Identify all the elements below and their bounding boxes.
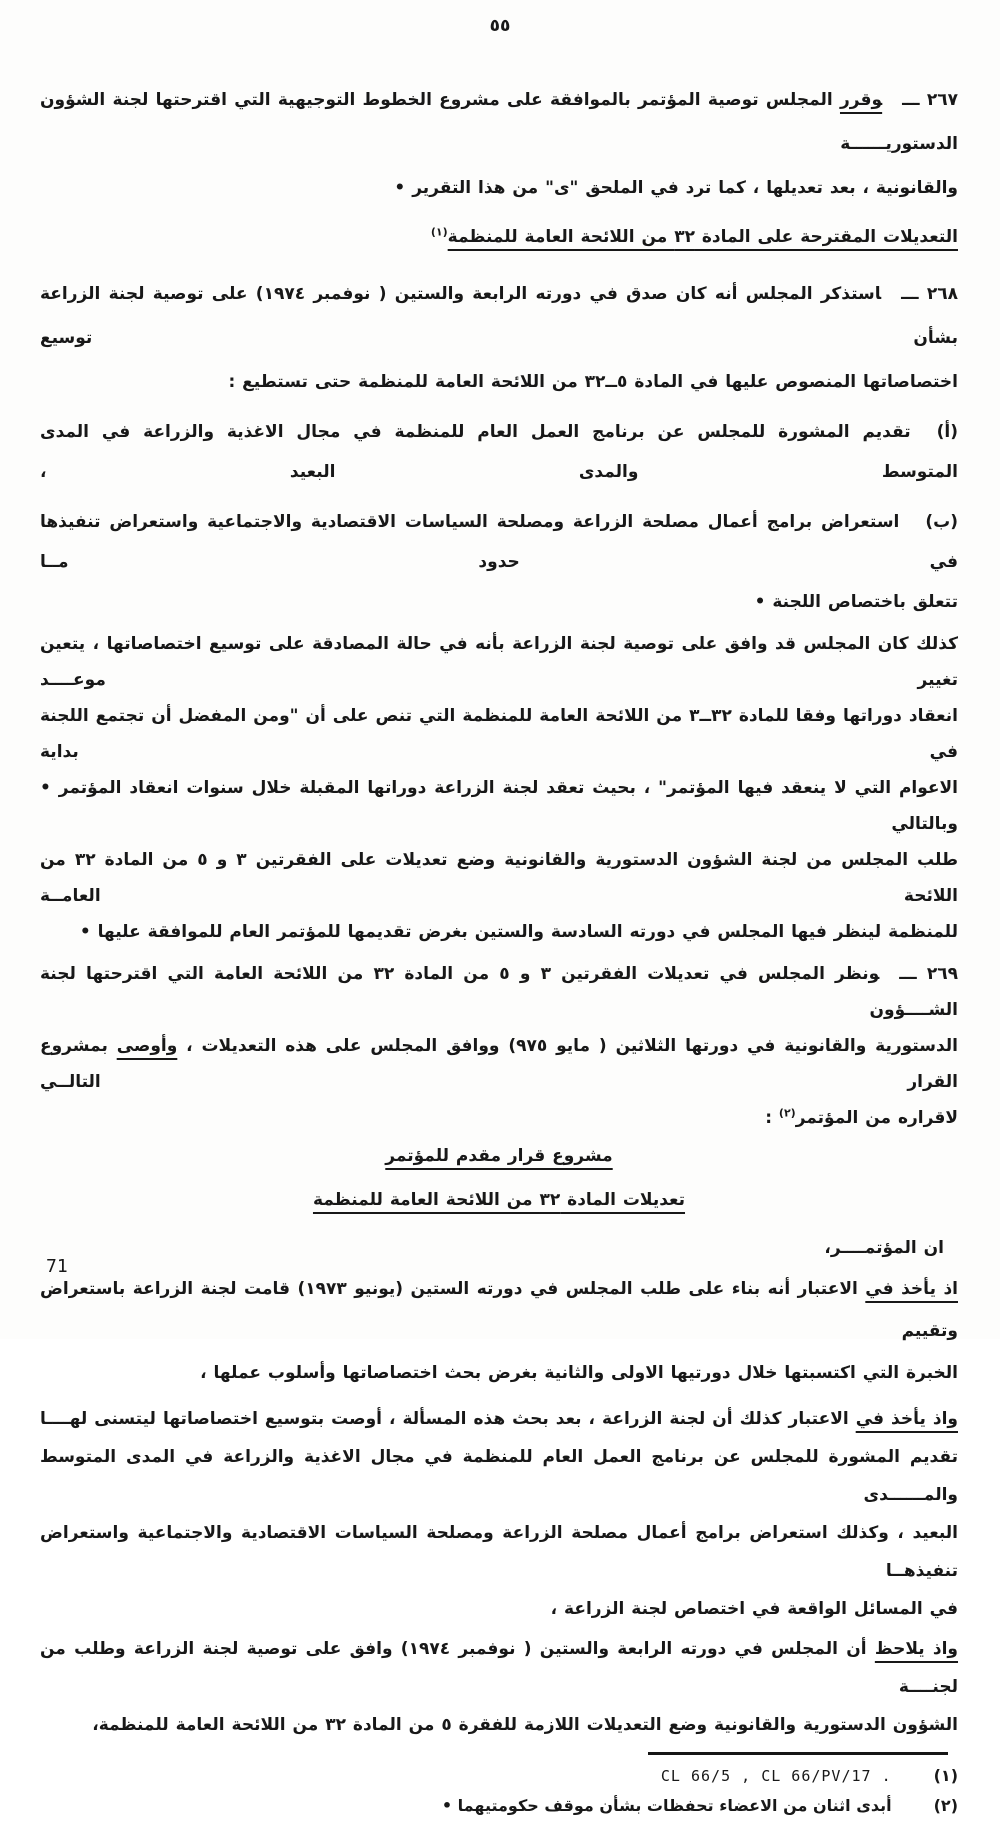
heading-amendments	[40, 220, 958, 254]
underlined-text-run: وقرر	[839, 90, 883, 110]
text-line	[40, 1514, 958, 1590]
para-269	[40, 956, 958, 1136]
page-number-top: ٥٥	[489, 16, 511, 36]
clause-3	[40, 1630, 958, 1744]
text-run: طلب المجلس من لجنة الشؤون الدستورية والقانونية وضع تعديلات على الفقرتين ٣ و ٥ من المادة ٣٢ من اللائحة العامــة	[40, 850, 958, 906]
text-line	[40, 166, 958, 210]
text-line	[40, 1630, 958, 1706]
footnote	[40, 1791, 958, 1821]
item-a	[40, 412, 958, 492]
text-line	[40, 842, 958, 914]
underlined-text-run: وأوصى	[116, 1036, 178, 1056]
text-run: الاعتبار كذلك أن لجنة الزراعة ، بعد بحث هذه المسألة ، أوصت بتوسيع اختصاصاتها ليتسنى لهــــا	[40, 1409, 856, 1429]
para-268	[40, 272, 958, 404]
footnote-reference: (١)	[430, 225, 448, 239]
text-run: تتعلق باختصاص اللجنة •	[754, 592, 958, 612]
text-line	[40, 1100, 958, 1136]
text-line	[40, 272, 958, 360]
text-run: الاعتبار أنه بناء على طلب المجلس في دورته الستين (يونيو ١٩٧٣) قامت لجنة الزراعة باستعراض وتقييم	[40, 1279, 958, 1341]
text-line	[40, 582, 958, 622]
footnotes	[0, 1752, 1000, 1821]
text-line	[40, 626, 958, 698]
text-run: في المسائل الواقعة في اختصاص لجنة الزراعة ،	[550, 1599, 958, 1619]
underlined-text-run: تعديلات المادة ٣٢ من اللائحة العامة للمنظمة	[312, 1190, 686, 1210]
text-run: البعيد ، وكذلك استعراض برامج أعمال مصلحة الزراعة ومصلحة السياسات الاقتصادية والاجتماعية واستعراض تنفيذهــا	[40, 1523, 958, 1581]
text-line	[40, 502, 958, 582]
text-run: والقانونية ، بعد تعديلها ، كما ترد في الملحق "ى" من هذا التقرير •	[394, 178, 958, 198]
text-run: ان المؤتمــــر،	[824, 1238, 944, 1258]
text-line	[40, 78, 958, 166]
text-line	[40, 956, 958, 1028]
underlined-text-run: التعديلات المقترحة على المادة ٣٢ من اللائحة العامة للمنظمة	[447, 227, 958, 247]
text-line	[40, 1352, 958, 1394]
text-run: اختصاصاتها المنصوص عليها في المادة ٥ــ٣٢ من اللائحة العامة للمنظمة حتى تستطيع :	[228, 372, 958, 392]
text-line	[40, 698, 958, 770]
text-run: بمشروع القرار التالــي	[40, 1036, 958, 1092]
text-run: (ب)	[925, 512, 958, 532]
text-line	[40, 1706, 958, 1744]
text-run: استعراض برامج أعمال مصلحة الزراعة ومصلحة السياسات الاقتصادية والاجتماعية واستعراض تنفيذها في حدود مــا	[40, 512, 958, 572]
text-run: تقديم المشورة للمجلس عن برنامج العمل العام للمنظمة في مجال الاغذية والزراعة في المدى المتوسط والمــــــدى	[40, 1447, 958, 1505]
footnote	[40, 1761, 958, 1791]
footnote-separator	[648, 1752, 948, 1755]
text-line	[40, 1230, 958, 1266]
document-body	[0, 78, 1000, 1744]
text-line	[40, 1184, 958, 1216]
text-run: الاعوام التي لا ينعقد فيها المؤتمر" ، بحيث تعقد لجنة الزراعة دوراتها المقبلة خلال سنوات انعقاد المؤتمر • وبالتالي	[40, 778, 958, 834]
text-line	[40, 770, 958, 842]
text-run: ٢٦٨ ـــ	[901, 284, 958, 304]
text-line	[40, 220, 958, 254]
underlined-text-run: واذ يأخذ في	[855, 1409, 958, 1429]
text-line	[40, 1400, 958, 1438]
text-run: ونظر المجلس في تعديلات الفقرتين ٣ و ٥ من المادة ٣٢ من اللائحة العامة التي اقترحتها لجنة الشــــؤون	[40, 964, 958, 1020]
text-run: تقديم المشورة للمجلس عن برنامج العمل العام للمنظمة في مجال الاغذية والزراعة في المدى المتوسط والمدى البعيد ،	[40, 422, 958, 482]
text-line	[40, 1590, 958, 1628]
underlined-text-run: اذ يأخذ في	[865, 1279, 958, 1299]
heading-article-32	[40, 1184, 958, 1216]
para-follow-up	[40, 626, 958, 950]
page-number-bottom: 71	[46, 1256, 68, 1277]
text-run: لاقراره من المؤتمر	[795, 1108, 958, 1128]
footnote-marker: (٢)	[933, 1796, 958, 1815]
text-line	[40, 1028, 958, 1100]
clause-1	[40, 1268, 958, 1394]
text-run: كذلك كان المجلس قد وافق على توصية لجنة الزراعة بأنه في حالة المصادقة على توسيع اختصاصاتها ، يتعين تغيير موعــــد	[40, 634, 958, 690]
footnote-reference: (٢)	[778, 1106, 796, 1120]
preamble-opening	[40, 1230, 958, 1266]
text-line	[40, 412, 958, 492]
underlined-text-run: مشروع قرار مقدم للمؤتمر	[385, 1146, 613, 1166]
text-line	[40, 1140, 958, 1172]
text-run: :	[765, 1108, 779, 1128]
footnote-text: CL 66/5 , CL 66/PV/17 .	[660, 1767, 892, 1785]
text-run: (أ)	[936, 422, 958, 442]
para-267	[40, 78, 958, 210]
text-line	[40, 360, 958, 404]
text-run: المجلس توصية المؤتمر بالموافقة على مشروع الخطوط التوجيهية التي اقترحتها لجنة الشؤون الدستوريــــــة	[40, 90, 958, 154]
text-line	[40, 1268, 958, 1352]
text-run: استذكر المجلس أنه كان صدق في دورته الرابعة والستين ( نوفمبر ١٩٧٤) على توصية لجنة الزراعة بشأن توسيع	[40, 284, 958, 348]
text-line	[40, 1438, 958, 1514]
footnote-text: أبدى اثنان من الاعضاء تحفظات بشأن موقف حكومتيهما •	[441, 1796, 892, 1815]
text-run: ٢٦٧ ـــ	[902, 90, 958, 110]
footnote-marker: (١)	[933, 1766, 958, 1785]
underlined-text-run: واذ يلاحظ	[874, 1639, 959, 1659]
text-run: أن المجلس في دورته الرابعة والستين ( نوفمبر ١٩٧٤) وافق على توصية لجنة الزراعة وطلب من لجنــــة	[40, 1639, 958, 1697]
clause-2	[40, 1400, 958, 1628]
text-line	[40, 914, 958, 950]
text-run: الدستورية والقانونية في دورتها الثلاثين ( مايو ٩٧٥) ووافق المجلس على هذه التعديلات ،	[177, 1036, 958, 1056]
heading-draft-resolution	[40, 1140, 958, 1172]
footnote-list	[40, 1761, 958, 1821]
text-run: الشؤون الدستورية والقانونية وضع التعديلات اللازمة للفقرة ٥ من المادة ٣٢ من اللائحة العامة للمنظمة،	[92, 1715, 958, 1735]
text-run: انعقاد دوراتها وفقا للمادة ٣٢ــ٣ من اللائحة العامة للمنظمة التي تنص على أن "ومن المفضل أن تجتمع اللجنة في بداية	[40, 706, 958, 762]
text-run: ٢٦٩ ـــ	[899, 964, 958, 984]
text-run: الخبرة التي اكتسبتها خلال دورتيها الاولى والثانية بغرض بحث اختصاصاتها وأسلوب عملها ،	[200, 1363, 958, 1383]
item-b	[40, 502, 958, 622]
text-run: للمنظمة لينظر فيها المجلس في دورته السادسة والستين بغرض تقديمها للمؤتمر العام للموافقة عليها •	[79, 922, 958, 942]
